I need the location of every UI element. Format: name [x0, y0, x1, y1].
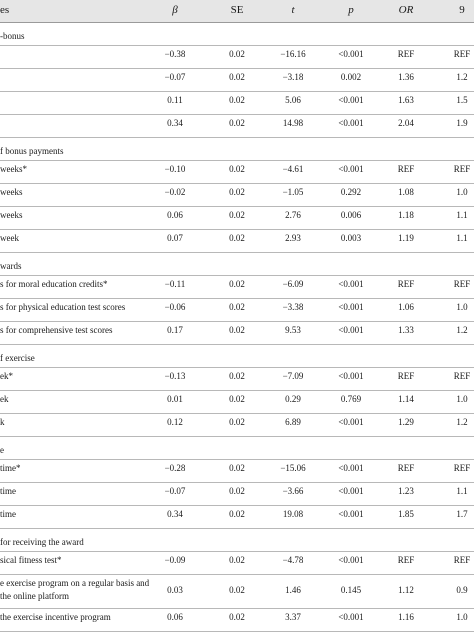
header-variables: es: [0, 4, 10, 16]
table-row: [0, 161, 474, 184]
cell-or: REF: [397, 279, 415, 289]
table-row: [0, 460, 474, 483]
cell-beta: −0.06: [164, 302, 186, 312]
cell-or: 1.08: [398, 187, 414, 197]
cell-t: 2.76: [285, 210, 301, 220]
cell-t: 6.89: [285, 417, 301, 427]
cell-ci: 1.1: [456, 210, 468, 220]
cell-or: 2.04: [398, 118, 414, 128]
cell-or: 1.36: [398, 72, 414, 82]
row-label: k: [0, 417, 5, 427]
cell-p: <0.001: [338, 509, 364, 519]
section-label: wards: [0, 261, 22, 271]
cell-t: 19.08: [282, 509, 304, 519]
row-label: the exercise incentive program: [0, 612, 111, 622]
cell-se: 0.02: [229, 118, 245, 128]
cell-beta: 0.11: [167, 95, 183, 105]
cell-t: −1.05: [282, 187, 304, 197]
cell-beta: 0.01: [167, 394, 183, 404]
cell-ci: REF: [453, 555, 471, 565]
cell-se: 0.02: [229, 279, 245, 289]
section-row: [0, 253, 474, 276]
cell-p: <0.001: [338, 95, 364, 105]
table-row: [0, 391, 474, 414]
table-row: [0, 368, 474, 391]
cell-beta: 0.34: [167, 118, 183, 128]
cell-ci: 1.0: [456, 394, 468, 404]
section-row: [0, 529, 474, 552]
cell-or: 1.85: [398, 509, 414, 519]
cell-se: 0.02: [229, 95, 245, 105]
cell-se: 0.02: [229, 325, 245, 335]
cell-beta: 0.06: [167, 210, 183, 220]
row-label: e exercise program on a regular basis and: [0, 578, 150, 588]
cell-se: 0.02: [229, 72, 245, 82]
cell-p: <0.001: [338, 302, 364, 312]
cell-ci: 1.0: [456, 302, 468, 312]
section-row: [0, 437, 474, 460]
cell-ci: 1.1: [456, 233, 468, 243]
cell-t: −3.66: [282, 486, 304, 496]
cell-or: 1.06: [398, 302, 414, 312]
table-row: [0, 322, 474, 345]
header-or: OR: [398, 4, 414, 16]
table-row: [0, 276, 474, 299]
cell-p: 0.003: [340, 233, 362, 243]
row-label: s for moral education credits*: [0, 279, 108, 289]
cell-beta: −0.02: [164, 187, 186, 197]
cell-p: <0.001: [338, 612, 364, 622]
cell-ci: REF: [453, 164, 471, 174]
table-row: [0, 207, 474, 230]
cell-beta: 0.34: [167, 509, 183, 519]
table-row: [0, 115, 474, 138]
cell-t: −16.16: [280, 49, 306, 59]
cell-se: 0.02: [229, 302, 245, 312]
cell-p: <0.001: [338, 325, 364, 335]
row-label-continued: the online platform: [0, 591, 69, 601]
cell-p: 0.006: [340, 210, 362, 220]
row-label: ek: [0, 394, 9, 404]
cell-se: 0.02: [229, 585, 245, 595]
cell-t: −15.06: [280, 463, 306, 473]
cell-beta: −0.28: [164, 463, 186, 473]
header-beta: β: [172, 4, 178, 16]
cell-t: 14.98: [282, 118, 304, 128]
table-row: [0, 46, 474, 69]
cell-beta: 0.17: [167, 325, 183, 335]
cell-beta: −0.07: [164, 486, 186, 496]
section-label: f bonus payments: [0, 146, 64, 156]
cell-p: <0.001: [338, 49, 364, 59]
table-row: [0, 552, 474, 575]
table-row: [0, 575, 474, 609]
cell-se: 0.02: [229, 210, 245, 220]
cell-t: −7.09: [282, 371, 304, 381]
header-p: p: [348, 4, 354, 16]
row-label: weeks*: [0, 164, 27, 174]
cell-t: −4.78: [282, 555, 304, 565]
cell-p: 0.769: [340, 394, 362, 404]
cell-se: 0.02: [229, 486, 245, 496]
table-row: [0, 506, 474, 529]
cell-ci: 1.0: [456, 612, 468, 622]
cell-t: −4.61: [282, 164, 304, 174]
cell-t: 5.06: [285, 95, 301, 105]
row-label: sical fitness test*: [0, 555, 62, 565]
cell-ci: 1.0: [456, 187, 468, 197]
cell-t: −3.18: [282, 72, 304, 82]
cell-beta: −0.13: [164, 371, 186, 381]
cell-or: 1.14: [398, 394, 414, 404]
cell-or: REF: [397, 463, 415, 473]
cell-or: 1.12: [398, 585, 414, 595]
cell-t: −6.09: [282, 279, 304, 289]
table-row: [0, 69, 474, 92]
cell-p: <0.001: [338, 555, 364, 565]
cell-beta: 0.12: [167, 417, 183, 427]
table-row: [0, 414, 474, 437]
cell-or: 1.63: [398, 95, 414, 105]
row-label: weeks: [0, 187, 23, 197]
cell-beta: −0.09: [164, 555, 186, 565]
cell-or: REF: [397, 371, 415, 381]
cell-se: 0.02: [229, 233, 245, 243]
row-label: s for physical education test scores: [0, 302, 126, 312]
cell-or: 1.23: [398, 486, 414, 496]
cell-t: 2.93: [285, 233, 301, 243]
table-header: [0, 0, 474, 23]
cell-or: REF: [397, 49, 415, 59]
cell-p: <0.001: [338, 486, 364, 496]
row-label: week: [0, 233, 19, 243]
table-row: [0, 184, 474, 207]
cell-ci: REF: [453, 371, 471, 381]
row-label: time: [0, 509, 16, 519]
cell-se: 0.02: [229, 417, 245, 427]
cell-or: 1.33: [398, 325, 414, 335]
cell-or: 1.16: [398, 612, 414, 622]
header-ci: 9: [459, 4, 465, 16]
table-row: [0, 230, 474, 253]
cell-beta: −0.07: [164, 72, 186, 82]
cell-se: 0.02: [229, 463, 245, 473]
header-t: t: [291, 4, 295, 16]
cell-or: REF: [397, 555, 415, 565]
cell-beta: 0.03: [167, 585, 183, 595]
row-label: time*: [0, 463, 21, 473]
cell-or: 1.18: [398, 210, 414, 220]
cell-t: −3.38: [282, 302, 304, 312]
header-se: SE: [230, 4, 244, 16]
row-label: ek*: [0, 371, 13, 381]
cell-ci: 0.9: [456, 585, 468, 595]
cell-se: 0.02: [229, 509, 245, 519]
cell-p: <0.001: [338, 279, 364, 289]
cell-or: 1.29: [398, 417, 414, 427]
section-label: for receiving the award: [0, 537, 84, 547]
cell-ci: 1.1: [456, 486, 468, 496]
cell-p: 0.145: [340, 585, 362, 595]
section-label: -bonus: [0, 31, 25, 41]
cell-or: 1.19: [398, 233, 414, 243]
cell-se: 0.02: [229, 371, 245, 381]
cell-beta: 0.06: [167, 612, 183, 622]
cell-beta: −0.10: [164, 164, 186, 174]
cell-se: 0.02: [229, 612, 245, 622]
cell-or: REF: [397, 164, 415, 174]
cell-beta: −0.38: [164, 49, 186, 59]
section-row: [0, 345, 474, 368]
table-row: [0, 92, 474, 115]
cell-t: 3.37: [285, 612, 301, 622]
cell-ci: 1.2: [456, 72, 468, 82]
cell-t: 0.29: [285, 394, 301, 404]
cell-ci: 1.5: [456, 95, 468, 105]
section-row: [0, 138, 474, 161]
row-label: s for comprehensive test scores: [0, 325, 113, 335]
cell-p: 0.292: [340, 187, 362, 197]
cell-p: 0.002: [340, 72, 362, 82]
cell-ci: REF: [453, 49, 471, 59]
row-label: time: [0, 486, 16, 496]
table-row: [0, 299, 474, 322]
cell-t: 1.46: [285, 585, 301, 595]
cell-p: <0.001: [338, 463, 364, 473]
cell-ci: 1.7: [456, 509, 468, 519]
cell-ci: 1.2: [456, 325, 468, 335]
section-row: [0, 23, 474, 46]
cell-p: <0.001: [338, 118, 364, 128]
cell-se: 0.02: [229, 49, 245, 59]
cell-se: 0.02: [229, 187, 245, 197]
cell-se: 0.02: [229, 164, 245, 174]
row-label: weeks: [0, 210, 23, 220]
cell-t: 9.53: [285, 325, 301, 335]
section-label: e: [0, 445, 4, 455]
cell-beta: 0.07: [167, 233, 183, 243]
cell-p: <0.001: [338, 371, 364, 381]
table-row: [0, 609, 474, 632]
cell-se: 0.02: [229, 394, 245, 404]
cell-p: <0.001: [338, 417, 364, 427]
cell-beta: −0.11: [164, 279, 186, 289]
cell-ci: 1.2: [456, 417, 468, 427]
cell-se: 0.02: [229, 555, 245, 565]
cell-ci: 1.9: [456, 118, 468, 128]
table-row: [0, 483, 474, 506]
section-label: f exercise: [0, 353, 35, 363]
cell-ci: REF: [453, 463, 471, 473]
cell-ci: REF: [453, 279, 471, 289]
cell-p: <0.001: [338, 164, 364, 174]
